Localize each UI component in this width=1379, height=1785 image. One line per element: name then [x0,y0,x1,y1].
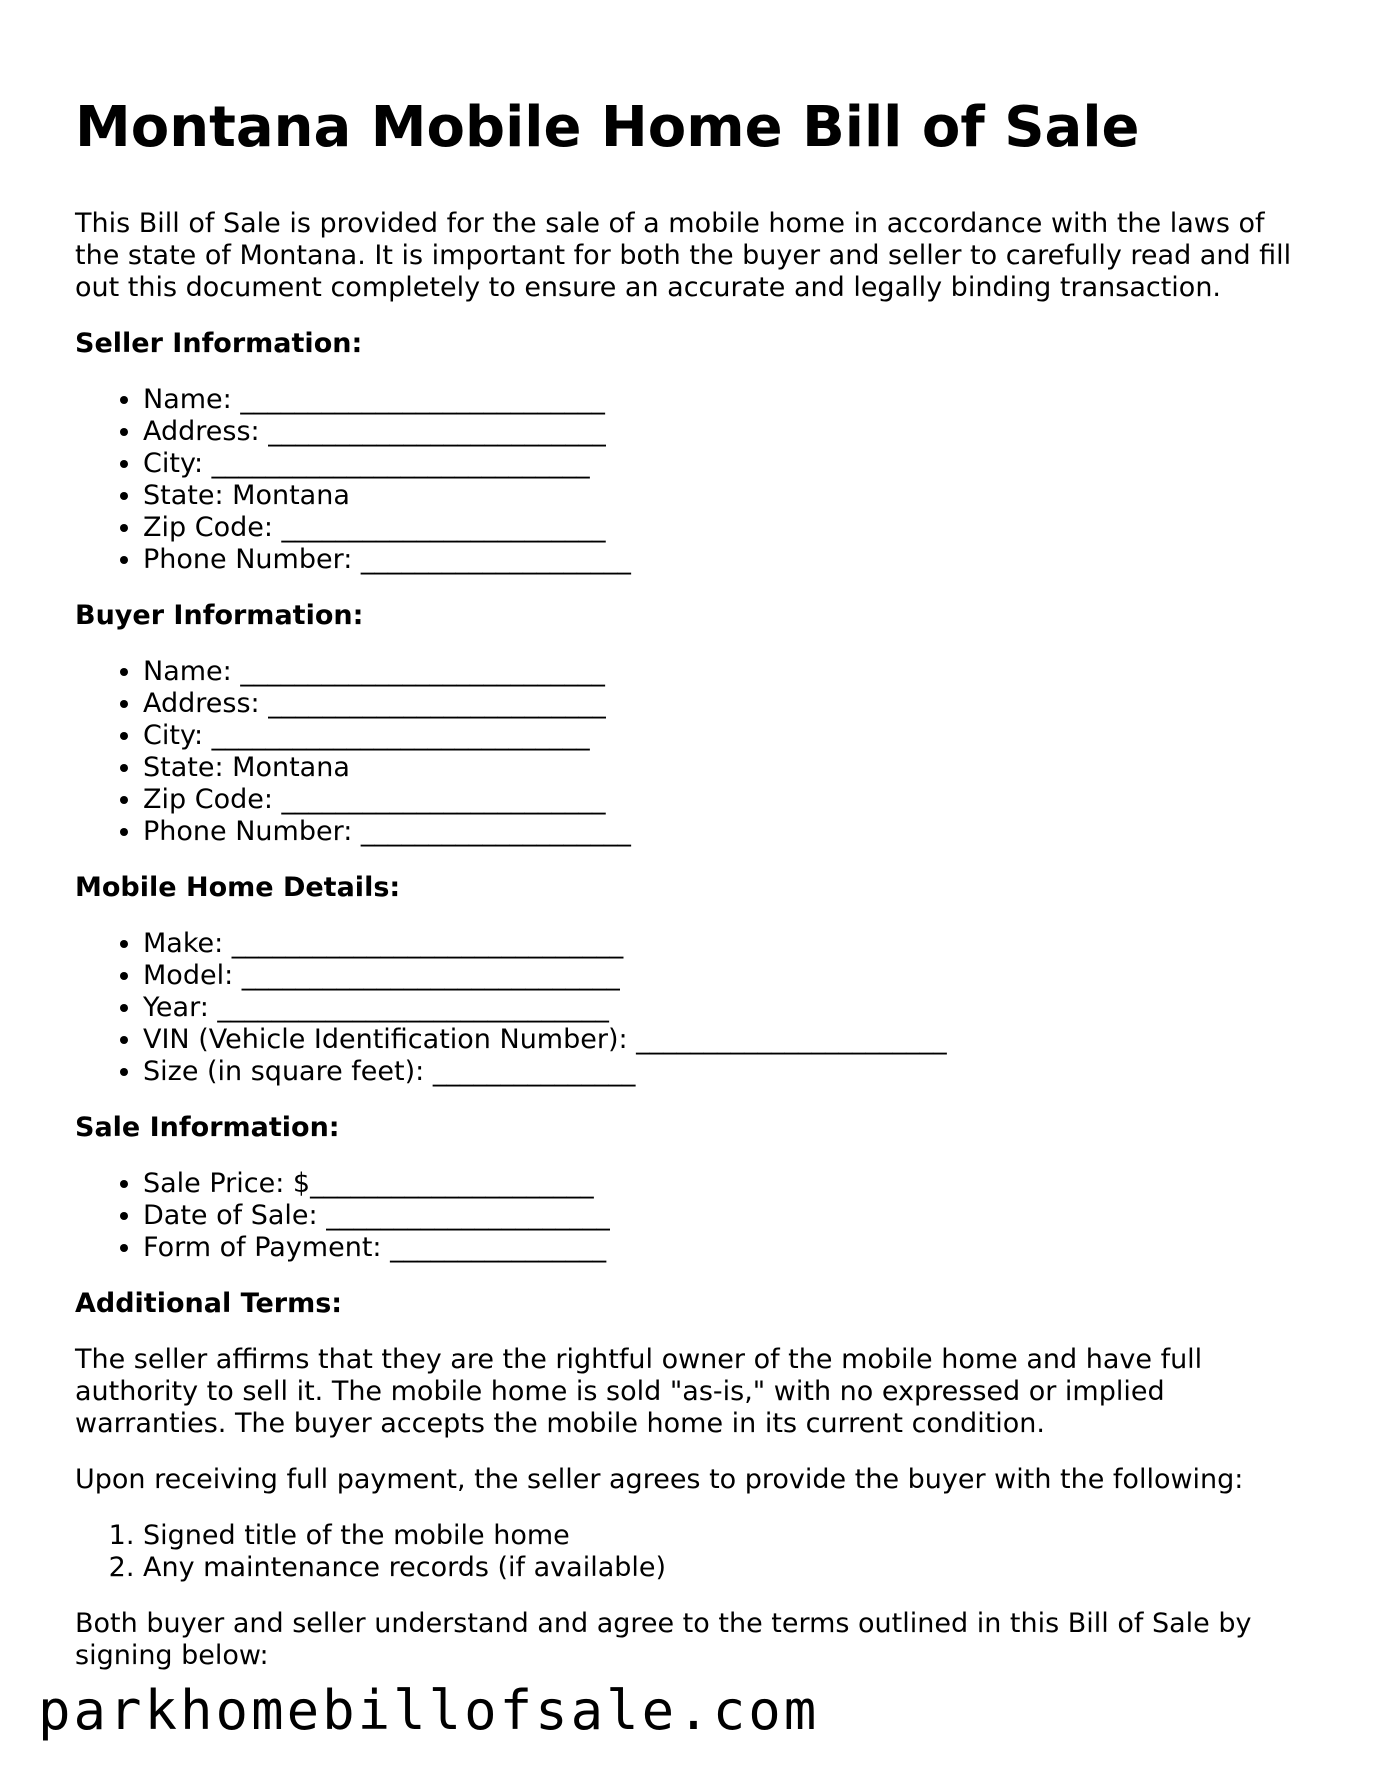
model-field: • Model: ____________________________ [143,960,1315,992]
vin-field: • VIN (Vehicle Identification Number): _______________________ [143,1024,1315,1056]
sale-price-field: • Sale Price: $_____________________ [143,1168,1315,1200]
sale-list [75,1168,1315,1264]
seller-city-field: • City: ____________________________ [143,448,1315,480]
buyer-name-field: • Name: ___________________________ [143,656,1315,688]
seller-phone-field: • Phone Number: ____________________ [143,544,1315,576]
seller-zip-field: • Zip Code: ________________________ [143,512,1315,544]
sale-heading: Sale Information: [75,1112,340,1143]
buyer-list [75,656,1315,848]
site-watermark: parkhomebillofsale.com [38,1679,820,1742]
seller-heading: Seller Information: [75,328,363,359]
seller-address-field: • Address: _________________________ [143,416,1315,448]
year-field: • Year: _____________________________ [143,992,1315,1024]
document-title: Montana Mobile Home Bill of Sale [75,95,1140,160]
size-field: • Size (in square feet): _______________ [143,1056,1315,1088]
document-page [75,92,1315,1672]
intro-paragraph: This Bill of Sale is provided for the sale of a mobile home in accordance with the laws of the state of Montana. It is important for both the buyer and seller to carefully read and fill out this document completely to ensure an accurate and legally binding transaction. [75,208,1292,303]
deliverables-list [75,1520,1315,1584]
terms-paragraph-1: The seller affirms that they are the rightful owner of the mobile home and have full authority to sell it. The mobile home is sold "as-is," with no expressed or implied warranties. The buyer accepts the mobile home in its current condition. [75,1344,1203,1439]
deliverable-item: 1. Signed title of the mobile home [143,1520,1315,1552]
seller-list [75,384,1315,576]
mobile-home-list [75,928,1315,1088]
buyer-phone-field: • Phone Number: ____________________ [143,816,1315,848]
seller-name-field: • Name: ___________________________ [143,384,1315,416]
terms-paragraph-3: Both buyer and seller understand and agree to the terms outlined in this Bill of Sale by signing below: [75,1608,1252,1671]
additional-terms-heading: Additional Terms: [75,1288,343,1319]
make-field: • Make: _____________________________ [143,928,1315,960]
buyer-zip-field: • Zip Code: ________________________ [143,784,1315,816]
buyer-state-field: • State: Montana [143,752,1315,784]
deliverable-item: 2. Any maintenance records (if available) [143,1552,1315,1584]
buyer-city-field: • City: ____________________________ [143,720,1315,752]
buyer-address-field: • Address: _________________________ [143,688,1315,720]
terms-paragraph-2: Upon receiving full payment, the seller agrees to provide the buyer with the following: [75,1464,1244,1495]
mobile-home-heading: Mobile Home Details: [75,872,401,903]
buyer-heading: Buyer Information: [75,600,364,631]
sale-date-field: • Date of Sale: _____________________ [143,1200,1315,1232]
payment-form-field: • Form of Payment: ________________ [143,1232,1315,1264]
seller-state-field: • State: Montana [143,480,1315,512]
